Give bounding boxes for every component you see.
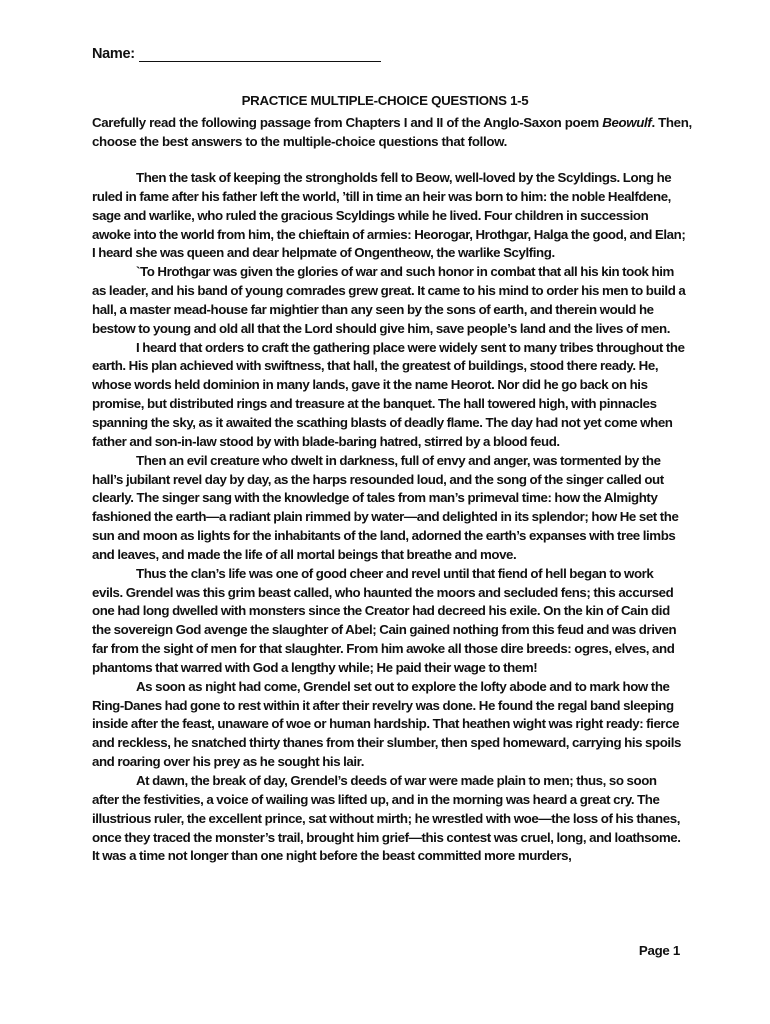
passage-paragraph: As soon as night had come, Grendel set out to explore the lofty abode and to mark how the Ring-Danes had gone to rest within it after their revelry was done. He found the regal band sleeping inside after the feast, unaware of woe or human hardship. That heathen wight was right ready: fierce and reckless, he snatched thirty thanes from their slumber, then sped homeward, carrying his spoils and roaring over his prey as he sought his lair. [92,678,681,770]
passage-paragraph: At dawn, the break of day, Grendel’s deeds of war were made plain to men; thus, so soon after the festivities, a voice of wailing was lifted up, and in the morning was heard a great cry. The illustrious ruler, the excellent prince, sat without mirth; he wrestled with woe—the loss of his thanes, once they traced the monster’s trail, brought him grief—this contest was cruel, long, and loathsome. It was a time not longer than one night before the beast committed more murders, [92,773,681,864]
instructions-part2: . Then, choose the best answers to the multiple-choice questions that follow. [92,115,692,149]
instructions [92,113,692,151]
passage-paragraph: Then an evil creature who dwelt in darkness, full of envy and anger, was tormented by the hall’s jubilant revel day by day, as the harps resounded loud, and the song of the singer called out clearly. The singer sang with the knowledge of tales from man’s primeval time: how the Almighty fashioned the earth—a radiant plain rimmed by water—and delighted in its splendor; how He set the sun and moon as lights for the inhabitants of the land, adorned the earth’s expanses with tree limbs and leaves, and made the life of all mortal beings that breathe and move. [92,452,679,562]
instructions-part1: Carefully read the following passage from Chapters I and II of the Anglo-Saxon poem [92,115,603,130]
passage-paragraph: Then the task of keeping the strongholds fell to Beow, well-loved by the Scyldings. Long he ruled in fame after his father left the world, ’till in time an heir was born to him: the noble Healfdene, sage and warlike, who ruled the gracious Scyldings while he lived. Four children in succession awoke into the world from him, the chieftain of armies: Heorogar, Hrothgar, Halga the good, and Elan; I heard she was queen and dear helpmate of Ongentheow, the warlike Scylfing. [92,170,686,261]
passage [92,169,686,866]
passage-paragraph: I heard that orders to craft the gathering place were widely sent to many tribes throughout the earth. His plan achieved with swiftness, that hall, the greatest of buildings, stood there ready. He, whose words held dominion in many lands, gave it the name Heorot. Nor did he go back on his promise, but distributed rings and treasure at the banquet. The hall towered high, with pinnacles spanning the sky, as it awaited the scathing blasts of deadly flame. The day had not yet come when father and son-in-law stood by with blade-baring hatred, stirred by a blood feud. [92,339,685,449]
name-field [92,46,381,62]
poem-title: Beowulf [602,115,652,130]
passage-paragraph: `To Hrothgar was given the glories of war and such honor in combat that all his kin took him as leader, and his band of young comrades grew great. It came to his mind to order his men to build a hall, a master mead-house far mightier than any seen by the sons of earth, and therein would he bestow to young and old all that the Lord should give him, save people’s land and the lives of men. [92,264,686,336]
name-label: Name: [92,46,135,62]
passage-paragraph: Thus the clan’s life was one of good cheer and revel until that fiend of hell began to work evils. Grendel was this grim beast called, who haunted the moors and secluded fens; this accursed one had long dwelled with monsters since the Creator had decreed his exile. On the kin of Cain did the sovereign God avenge the slaughter of Abel; Cain gained nothing from this feud and was driven far from the sight of men for that slaughter. From him awoke all those dire breeds: ogres, elves, and phantoms that warred with God a lengthy while; He paid their wage to them! [92,565,677,675]
page-title: PRACTICE MULTIPLE-CHOICE QUESTIONS 1-5 [241,93,529,108]
name-blank-line [139,47,381,62]
page-number: Page 1 [638,943,680,958]
